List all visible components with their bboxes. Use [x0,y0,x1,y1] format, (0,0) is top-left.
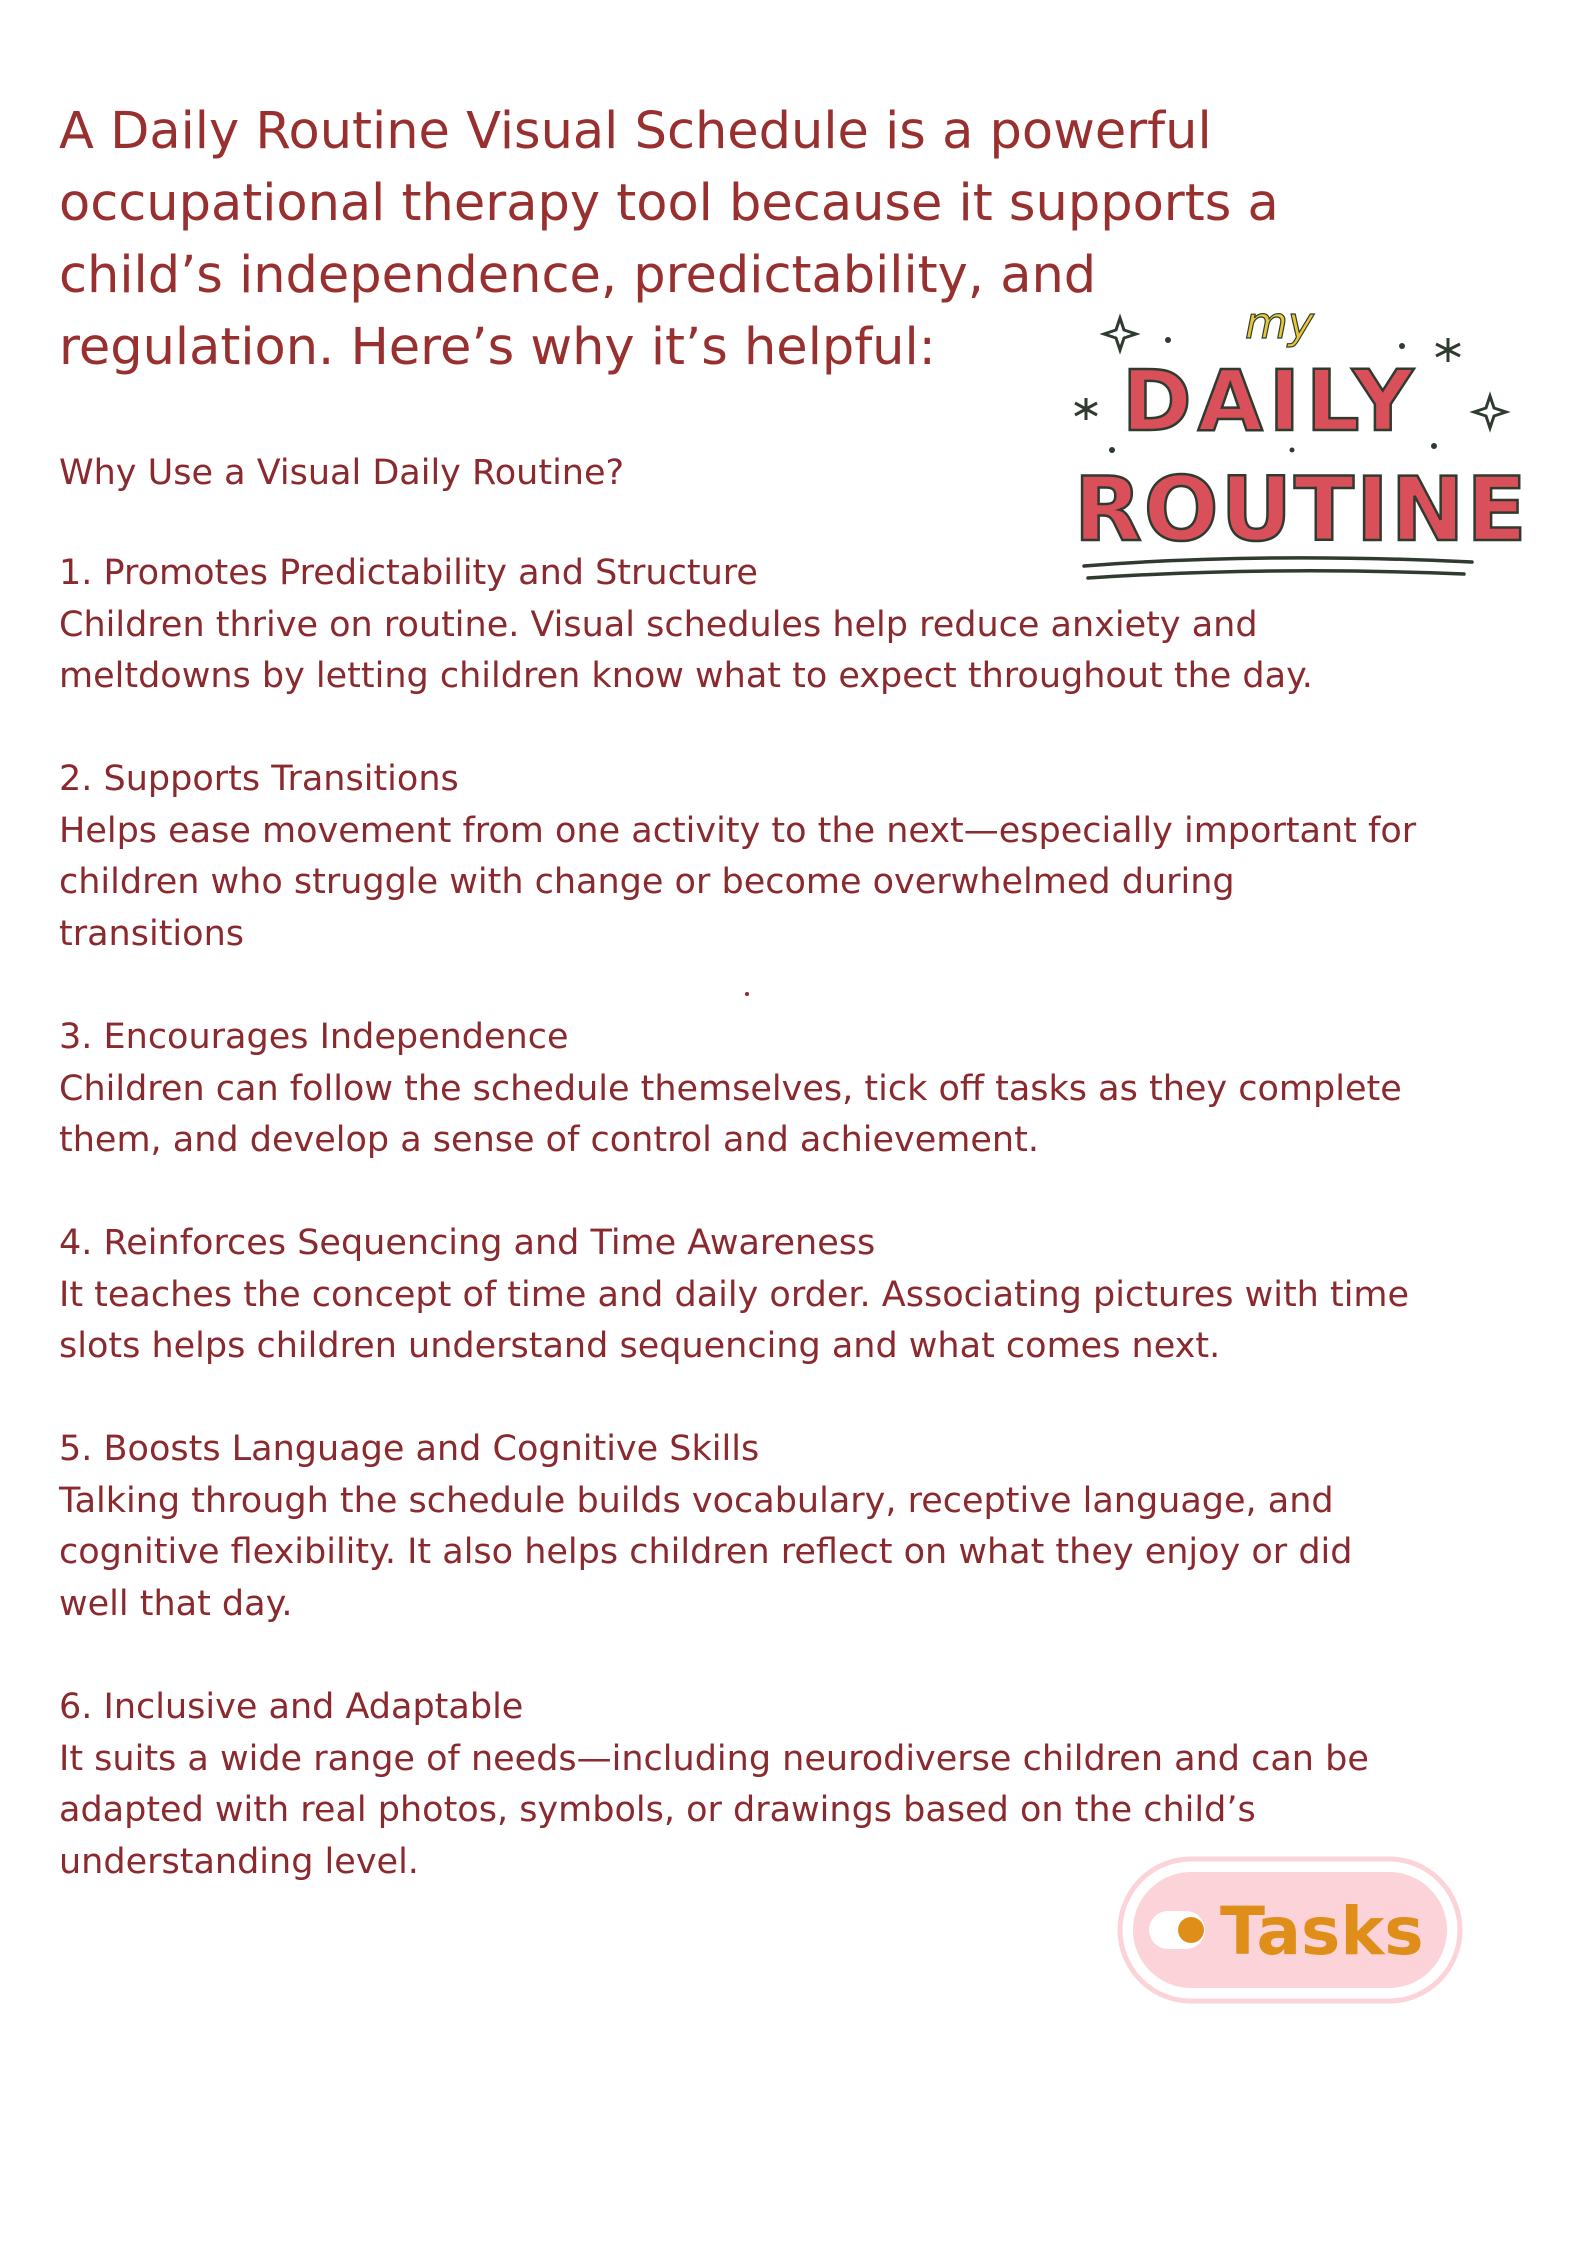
reason-text-line: Helps ease movement from one activity to the next—especially important for [59,810,1417,851]
reason-title: 2. Supports Transitions [59,759,459,799]
reason-item-2 [59,754,1479,960]
tasks-label: Tasks [1220,1893,1424,1970]
reason-text-line: It teaches the concept of time and daily order. Associating pictures with time [59,1274,1410,1315]
reason-title: 1. Promotes Predictability and Structure [59,553,758,593]
reason-text-line: adapted with real photos, symbols, or drawings based on the child’s [59,1790,1256,1830]
logo-word-routine: ROUTINE [1074,458,1529,561]
toggle-dot-icon [1178,1917,1204,1943]
logo-word-daily: DAILY [1122,352,1420,450]
intro-line: A Daily Routine Visual Schedule is a powerful [59,102,1212,161]
sparkle-icon [1474,396,1506,428]
intro-line: regulation. Here’s why it’s helpful: [59,318,936,377]
tasks-badge [1117,1856,1463,2004]
reason-text-line: well that day. [59,1583,293,1624]
reason-title: 6. Inclusive and Adaptable [59,1687,524,1727]
reason-text-line: Children can follow the schedule themselves, tick off tasks as they complete [59,1068,1402,1109]
intro-line: occupational therapy tool because it supports a [59,174,1279,233]
asterisk-icon [1436,338,1460,362]
reason-text-line: transitions [59,913,244,954]
intro-line: child’s independence, predictability, and [59,246,1097,305]
reason-item-4 [59,1218,1479,1373]
reason-text-line: understanding level. [59,1841,419,1882]
reason-text-line: Talking through the schedule builds vocabulary, receptive language, and [59,1480,1334,1521]
section-subheading: Why Use a Visual Daily Routine? [59,453,625,493]
reason-title: 5. Boosts Language and Cognitive Skills [59,1429,760,1469]
reason-text-line: It suits a wide range of needs—including neurodiverse children and can be [59,1738,1369,1779]
reason-text-line: children who struggle with change or become overwhelmed during [59,862,1235,902]
reason-text-line: them, and develop a sense of control and achievement. [59,1120,1039,1160]
asterisk-icon [1075,398,1097,420]
logo-small-word: my [1245,298,1314,349]
sparkle-icon [1104,318,1136,350]
reason-text-line: meltdowns by letting children know what to expect throughout the day. [59,656,1313,696]
reason-title: 3. Encourages Independence [59,1017,569,1057]
reason-item-3 [59,1012,1479,1167]
reason-text-line: slots helps children understand sequencing and what comes next. [59,1326,1221,1366]
reason-text-line: Children thrive on routine. Visual schedules help reduce anxiety and [59,604,1258,645]
reason-text-line: cognitive flexibility. It also helps children reflect on what they enjoy or did [59,1532,1353,1572]
stray-dot [745,992,749,996]
reason-item-5 [59,1424,1479,1630]
reason-title: 4. Reinforces Sequencing and Time Awareness [59,1223,876,1263]
daily-routine-logo [1060,290,1530,610]
